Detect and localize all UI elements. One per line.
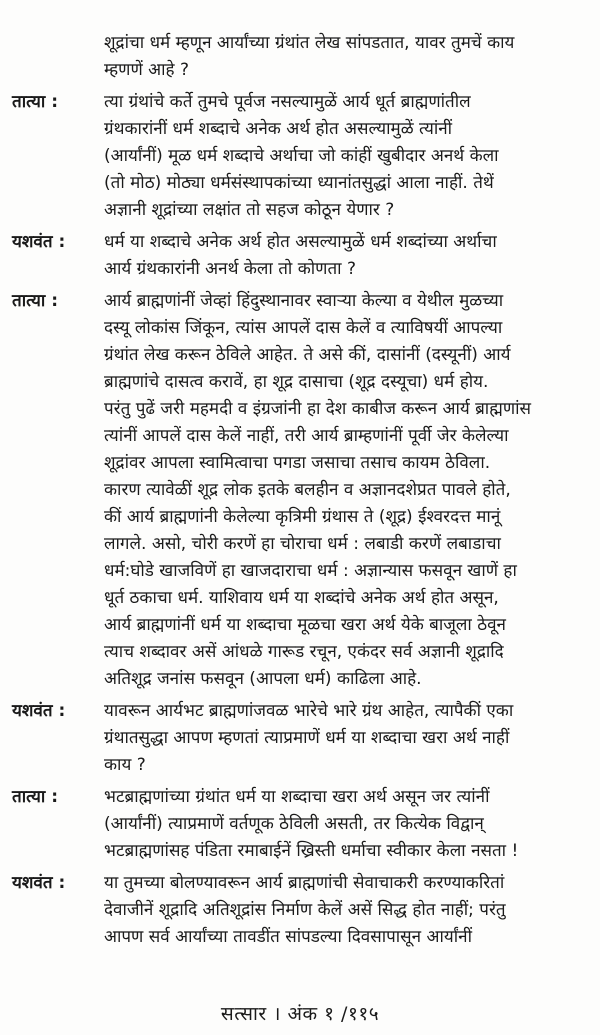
text-line: अज्ञानी शूद्रांच्या लक्षांत तो सहज कोठून येणार ? [104, 200, 395, 220]
text-line: शूद्रांचा धर्म म्हणून आर्यांच्या ग्रंथांत लेख सांपडतात, यावर तुमचें काय [104, 33, 515, 53]
text-line: लागले. असो, चोरी करणें हा चोराचा धर्म : लबाडी करणें लबाडाचा [104, 534, 501, 554]
text-line: (तो मोठ) मोठ्या धर्मसंस्थापकांच्या ध्यानांतसुद्धां आला नाहीं. तेथें [104, 173, 494, 193]
text-line: भटब्राह्मणांसह पंडिता रमाबाईनें ख्रिस्ती धर्माचा स्वीकार केला नसता ! [104, 841, 519, 861]
dialogue-text [104, 89, 590, 224]
text-line: ब्राह्मणांचे दासत्व करावें, हा शूद्र दासाचा (शूद्र दस्यूचा) धर्म होय. [104, 372, 489, 392]
text-line: भटब्राह्मणांच्या ग्रंथांत धर्म या शब्दाचा खरा अर्थ असून जर त्यांनीं [104, 787, 490, 807]
text-line: धर्म:घोडे खाजविणें हा खाजदाराचा धर्म : अज्ञान्यास फसवून खाणें हा [104, 561, 517, 581]
text-line: ग्रंथांत लेख करून ठेविले आहेत. ते असे कीं, दासांनीं (दस्यूनीं) आर्य [104, 345, 511, 365]
speaker-label: तात्या : [12, 291, 59, 311]
text-line: ग्रंथातसुद्धा आपण म्हणतां त्याप्रमाणें धर्म या शब्दाचा खरा अर्थ नाहीं [104, 728, 510, 748]
text-line: आर्य ब्राह्मणांनीं जेव्हां हिंदुस्थानावर स्वाऱ्या केल्या व येथील मुळच्या [104, 291, 504, 311]
text-line: शूद्रांवर आपला स्वामित्वाचा पगडा जसाचा तसाच कायम ठेविला. [104, 453, 491, 473]
dialogue-block [12, 89, 590, 224]
text-line: देवाजीनें शूद्रादि अतिशूद्रांस निर्माण केलें असें सिद्ध होत नाहीं; परंतु [104, 900, 506, 920]
dialogue-block [12, 784, 590, 865]
text-line: दस्यू लोकांस जिंकून, त्यांस आपलें दास केलें व त्याविषयीं आपल्या [104, 318, 503, 338]
text-line: धूर्त ठकाचा धर्म. याशिवाय धर्म या शब्दांचे अनेक अर्थ होत असून, [104, 588, 499, 608]
text-line: म्हणणें आहे ? [104, 60, 189, 80]
text-line: अतिशूद्र जनांस फसवून (आपला धर्म) काढिला आहे. [104, 669, 422, 689]
dialogue-block [12, 30, 590, 84]
text-line: आपण सर्व आर्यांच्या तावडींत सांपडल्या दिवसापासून आर्यांनीं [104, 927, 472, 947]
text-line: ग्रंथकारांनीं धर्म शब्दाचे अनेक अर्थ होत असल्यामुळें त्यांनीं [104, 119, 453, 139]
dialogue-block [12, 698, 590, 779]
text-line: त्या ग्रंथांचे कर्ते तुमचे पूर्वज नसल्यामुळें आर्य धूर्त ब्राह्मणांतील [104, 92, 471, 112]
text-line: आर्य ग्रंथकारांनी अनर्थ केला तो कोणता ? [104, 259, 356, 279]
text-line: काय ? [104, 755, 146, 775]
dialogue-text [104, 229, 590, 283]
speaker-label: तात्या : [12, 787, 59, 807]
text-line: परंतु पुढें जरी महमदी व इंग्रजांनी हा देश काबीज करून आर्य ब्राह्मणांस [104, 399, 532, 419]
speaker-label: तात्या : [12, 92, 59, 112]
dialogue-block [12, 229, 590, 283]
speaker-label: यशवंत : [12, 232, 66, 252]
dialogue-block [12, 870, 590, 951]
text-line: आर्य ब्राह्मणांनीं धर्म या शब्दाचा मूळचा खरा अर्थ येके बाजूला ठेवून [104, 615, 506, 635]
text-line: कारण त्यावेळीं शूद्र लोक इतके बलहीन व अज्ञानदशेप्रत पावले होते, [104, 480, 511, 500]
dialogue-text [104, 870, 590, 951]
dialogue-text [104, 30, 590, 84]
dialogue-block [12, 288, 590, 693]
text-line: या तुमच्या बोलण्यावरून आर्य ब्राह्मणांची सेवाचाकरी करण्याकरितां [104, 873, 505, 893]
text-line: कीं आर्य ब्राह्मणांनी केलेल्या कृत्रिमी ग्रंथास ते (शूद्र) ईश्वरदत्त मानूं [104, 507, 501, 527]
text-line: त्यांनीं आपलें दास केलें नाहीं, तरी आर्य ब्राम्हणांनीं पूर्वी जेर केलेल्या [104, 426, 509, 446]
text-line: त्याच शब्दावर असें आंधळे गारूड रचून, एकंदर सर्व अज्ञानी शूद्रादि [104, 642, 504, 662]
dialogue-text [104, 288, 590, 693]
dialogue-text [104, 784, 590, 865]
page-footer: सत्सार । अंक १ /११५ [220, 1003, 380, 1025]
dialogue-text [104, 698, 590, 779]
dialogue-body [12, 30, 590, 956]
text-line: धर्म या शब्दाचे अनेक अर्थ होत असल्यामुळें धर्म शब्दांच्या अर्थाचा [104, 232, 497, 252]
text-line: (आर्यांनीं) त्याप्रमाणें वर्तणूक ठेविली असती, तर कित्येक विद्वान् [104, 814, 484, 834]
text-line: (आर्यांनीं) मूळ धर्म शब्दाचे अर्थाचा जो कांहीं खुबीदार अनर्थ केला [104, 146, 499, 166]
speaker-label: यशवंत : [12, 701, 66, 721]
text-line: यावरून आर्यभट ब्राह्मणांजवळ भारेचे भारे ग्रंथ आहेत, त्यापैकीं एका [104, 701, 514, 721]
speaker-label: यशवंत : [12, 873, 66, 893]
